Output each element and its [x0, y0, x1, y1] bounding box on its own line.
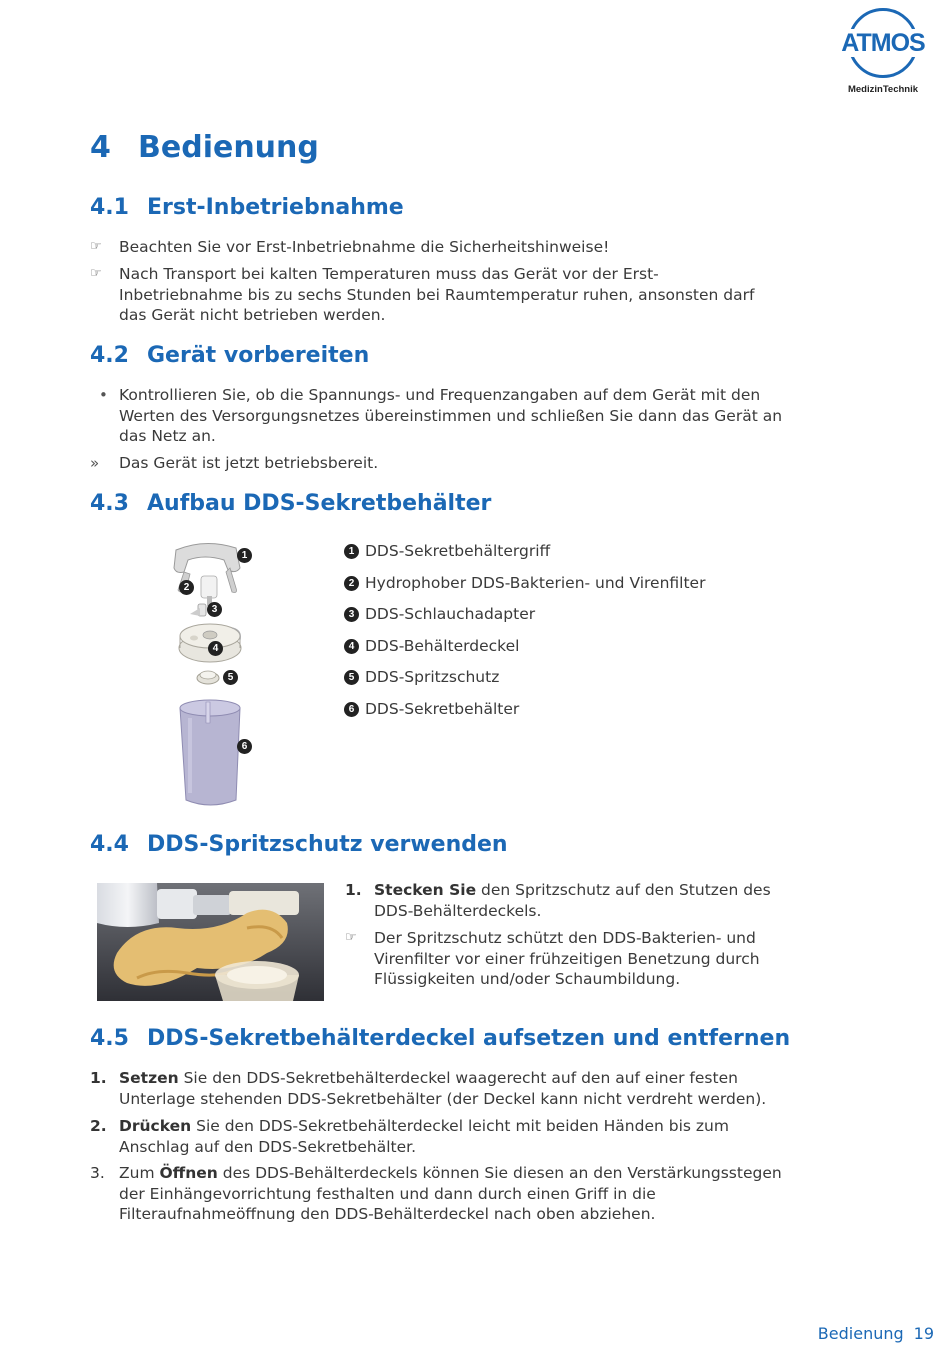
step-text: Sie den DDS-Sekretbehälterdeckel waagerecht auf den auf einer festen Unterlage stehenden DDS-Sekretbehälter (der Deckel kann nicht verdreht werden). — [119, 1069, 767, 1108]
section-title: Gerät vorbereiten — [147, 343, 370, 368]
logo-subtitle: MedizinTechnik — [847, 84, 919, 95]
step-text: den Spritzschutz auf den Stutzen des DDS-Behälterdeckels. — [374, 881, 771, 920]
section-heading-4-2 — [90, 343, 369, 368]
section-heading-4-4 — [90, 832, 508, 857]
page-number: 19 — [913, 1324, 934, 1343]
parts-legend — [344, 540, 764, 729]
note-text: Nach Transport bei kalten Temperaturen muss das Gerät vor der Erst-Inbetriebnahme bis zu sechs Stunden bei Raumtemperatur ruhen, ansonsten darf das Gerät nicht betrieben werden. — [119, 265, 755, 324]
note-item — [90, 237, 790, 258]
page-footer — [818, 1324, 934, 1343]
legend-label: DDS-Behälterdeckel — [365, 636, 520, 655]
section-number: 4.4 — [90, 832, 129, 857]
step-item — [90, 1116, 790, 1157]
legend-label: DDS-Sekretbehälter — [365, 699, 520, 718]
chapter-title-text: Bedienung — [138, 130, 319, 165]
step-item — [90, 1068, 790, 1109]
result-arrow-icon: » — [90, 454, 100, 472]
splash-guard-photo — [97, 883, 324, 1001]
section-title: DDS-Sekretbehälterdeckel aufsetzen und entfernen — [147, 1026, 791, 1051]
bullet-item — [90, 385, 790, 447]
pointing-hand-icon: ☞ — [90, 239, 102, 254]
note-text: Beachten Sie vor Erst-Inbetriebnahme die Sicherheitshinweise! — [119, 238, 610, 256]
legend-item — [344, 603, 764, 635]
callout-badge: 3 — [344, 607, 359, 622]
bullet-icon: • — [99, 386, 108, 404]
legend-label: DDS-Spritzschutz — [365, 668, 500, 686]
bullet-text: Kontrollieren Sie, ob die Spannungs- und Frequenzangaben auf dem Gerät mit den Werten des Versorgungsnetzes übereinstimmen und schließen Sie dann das Gerät an das Netz an. — [119, 386, 783, 445]
section-title: DDS-Spritzschutz verwenden — [147, 832, 508, 857]
legend-item — [344, 666, 764, 698]
step-item — [345, 880, 775, 921]
step-number: 1. — [345, 881, 362, 899]
legend-item — [344, 572, 764, 604]
callout-badge: 1 — [237, 548, 252, 563]
callout-badge: 3 — [207, 602, 222, 617]
legend-label: DDS-Schlauchadapter — [365, 605, 536, 623]
note-item — [345, 928, 775, 990]
callout-badge: 2 — [179, 580, 194, 595]
section-heading-4-3 — [90, 491, 491, 516]
step-action: Öffnen — [159, 1164, 218, 1182]
step-action: Setzen — [119, 1069, 179, 1087]
callout-badge: 2 — [344, 576, 359, 591]
section-number: 4.2 — [90, 343, 129, 368]
legend-item — [344, 540, 764, 572]
step-number: 2. — [90, 1117, 107, 1135]
step-number: 1. — [90, 1069, 107, 1087]
step-action: Stecken Sie — [374, 881, 477, 899]
legend-label: Hydrophober DDS-Bakterien- und Virenfilter — [365, 573, 706, 592]
atmos-logo — [836, 8, 930, 98]
photo-illustration — [97, 883, 324, 1001]
section-heading-4-1 — [90, 195, 404, 220]
legend-item — [344, 635, 764, 667]
step-number: 3. — [90, 1164, 105, 1182]
note-item — [90, 264, 790, 326]
section-heading-4-5 — [90, 1026, 790, 1051]
section-number: 4.3 — [90, 491, 129, 516]
callout-badge: 5 — [223, 670, 238, 685]
step-prefix: Zum — [119, 1164, 160, 1182]
logo-wordmark: ATMOS — [841, 29, 925, 57]
pointing-hand-icon: ☞ — [90, 266, 102, 281]
container-exploded-drawing — [150, 538, 270, 818]
step-text: Sie den DDS-Sekretbehälterdeckel leicht mit beiden Händen bis zum Anschlag auf den DDS-Sekretbehälter. — [119, 1117, 729, 1156]
section-number: 4.5 — [90, 1026, 129, 1051]
step-item — [90, 1163, 790, 1225]
footer-section: Bedienung — [817, 1324, 904, 1343]
exploded-view-illustration — [150, 538, 270, 818]
chapter-title — [90, 130, 319, 165]
legend-label: DDS-Sekretbehältergriff — [365, 542, 551, 560]
step-text: des DDS-Behälterdeckels können Sie diesen an den Verstärkungsstegen der Einhängevorrichtung festhalten und dann durch einen Griff in die Filteraufnahmeöffnung den DDS-Behälterdeckel nach oben abziehen. — [119, 1164, 782, 1223]
section-title: Erst-Inbetriebnahme — [147, 195, 404, 220]
legend-item — [344, 698, 764, 730]
callout-badge: 5 — [344, 670, 359, 685]
section-number: 4.1 — [90, 195, 129, 220]
step-action: Drücken — [119, 1117, 192, 1135]
callout-badge: 1 — [344, 544, 359, 559]
result-item — [90, 453, 790, 474]
result-text: Das Gerät ist jetzt betriebsbereit. — [119, 454, 379, 472]
section-title: Aufbau DDS-Sekretbehälter — [147, 491, 492, 516]
note-text: Der Spritzschutz schützt den DDS-Bakterien- und Virenfilter vor einer frühzeitigen Benetzung durch Flüssigkeiten und/oder Schaumbildung. — [374, 929, 760, 988]
callout-badge: 6 — [237, 739, 252, 754]
callout-badge: 4 — [208, 641, 223, 656]
callout-badge: 6 — [344, 702, 359, 717]
callout-badge: 4 — [344, 639, 359, 654]
pointing-hand-icon: ☞ — [345, 930, 357, 945]
chapter-number: 4 — [90, 130, 111, 165]
